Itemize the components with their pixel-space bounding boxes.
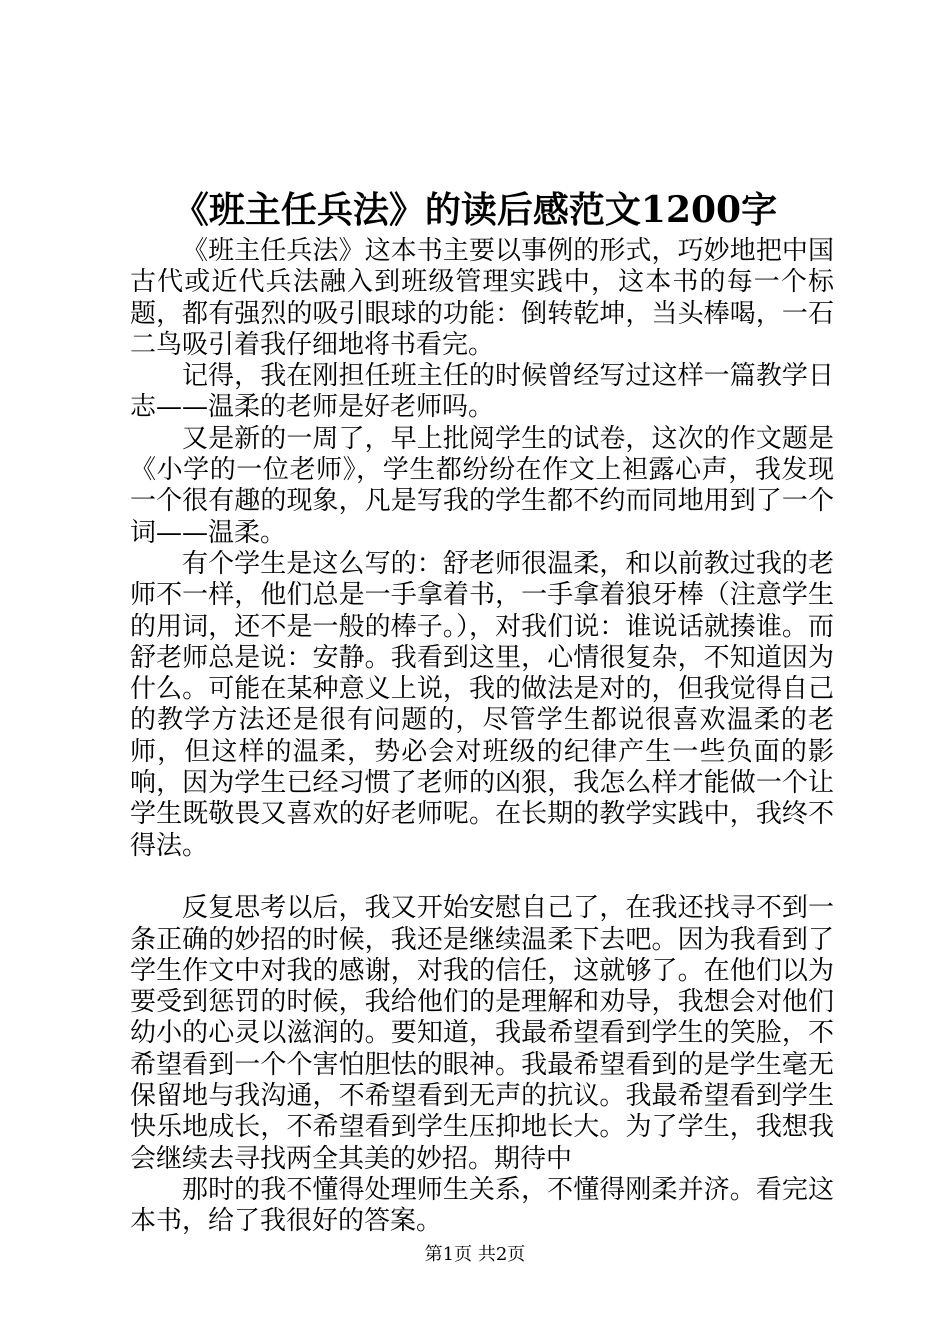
document-body — [130, 236, 834, 1238]
paragraph-conclusion: 那时的我不懂得处理师生关系，不懂得刚柔并济。看完这本书，给了我很好的答案。 — [130, 1174, 834, 1237]
paragraph-intro: 《班主任兵法》这本书主要以事例的形式，巧妙地把中国古代或近代兵法融入到班级管理实践中，这本书的每一个标题，都有强烈的吸引眼球的功能：倒转乾坤，当头棒喝，一石二鸟吸引着我仔细地将书看完。 — [130, 236, 834, 360]
paragraph-student-essay: 有个学生是这么写的：舒老师很温柔，和以前教过我的老师不一样，他们总是一手拿着书，一手拿着狼牙棒（注意学生的用词，还不是一般的棒子。），对我们说：谁说话就揍谁。而舒老师总是说：安静。我看到这里，心情很复杂，不知道因为什么。可能在某种意义上说，我的做法是对的，但我觉得自己的教学方法还是很有问题的，尽管学生都说很喜欢温柔的老师，但这样的温柔，势必会对班级的纪律产生一些负面的影响，因为学生已经习惯了老师的凶狠，我怎么样才能做一个让学生既敬畏又喜欢的好老师呢。在长期的教学实践中，我终不得法。 — [130, 548, 834, 861]
document-title: 《班主任兵法》的读后感范文1200字 — [172, 189, 778, 231]
paragraph-spacer — [130, 862, 834, 893]
paragraph-reflection: 反复思考以后，我又开始安慰自己了，在我还找寻不到一条正确的妙招的时候，我还是继续温柔下去吧。因为我看到了学生作文中对我的感谢，对我的信任，这就够了。在他们以为要受到惩罚的时候，我给他们的是理解和劝导，我想会对他们幼小的心灵以滋润的。要知道，我最希望看到学生的笑脸，不希望看到一个个害怕胆怯的眼神。我最希望看到的是学生毫无保留地与我沟通，不希望看到无声的抗议。我最希望看到学生快乐地成长，不希望看到学生压抑地长大。为了学生，我想我会继续去寻找两全其美的妙招。期待中 — [130, 893, 834, 1174]
page-footer: 第1页 共2页 — [424, 1244, 526, 1265]
paragraph-new-week: 又是新的一周了，早上批阅学生的试卷，这次的作文题是《小学的一位老师》，学生都纷纷在作文上袒露心声，我发现一个很有趣的现象，凡是写我的学生都不约而同地用到了一个词——温柔。 — [130, 423, 834, 548]
paragraph-memory: 记得，我在刚担任班主任的时候曾经写过这样一篇教学日志——温柔的老师是好老师吗。 — [130, 361, 834, 423]
